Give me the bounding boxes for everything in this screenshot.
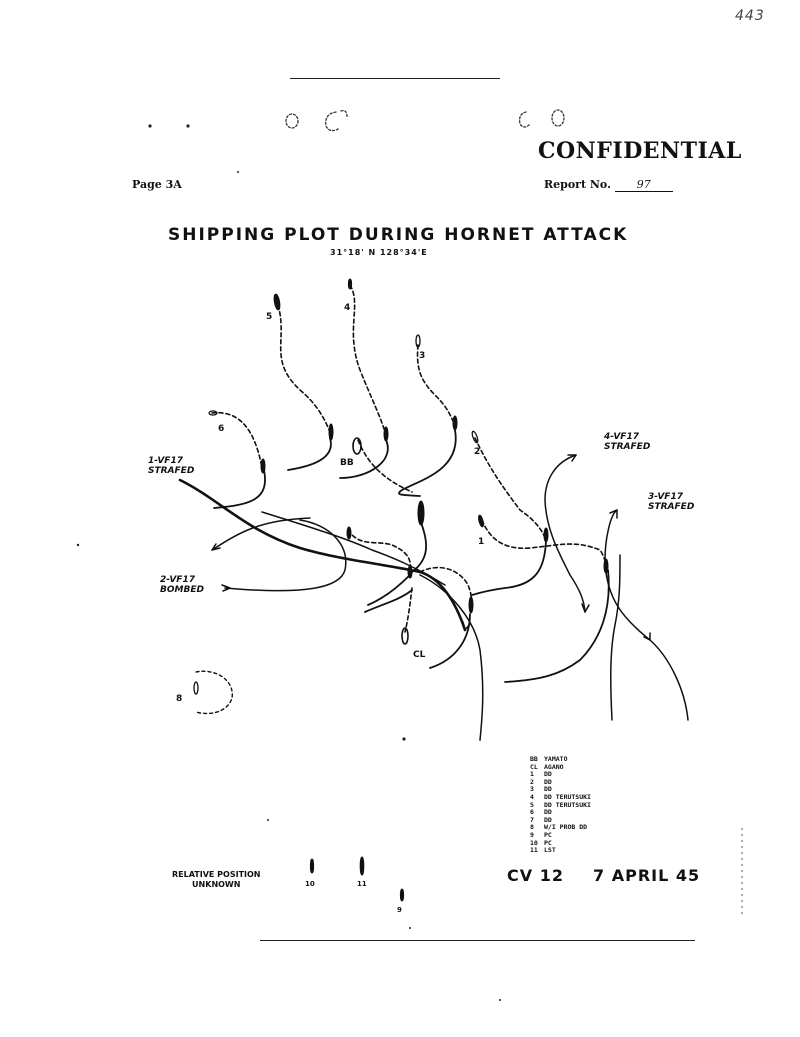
attack-label-3-vf17 [648, 492, 694, 512]
legend-row [530, 764, 591, 772]
legend-key: BB [530, 755, 538, 763]
legend-row [530, 802, 591, 810]
ship-1-marker [478, 515, 485, 528]
legend-key: CL [530, 762, 538, 771]
speck [148, 124, 151, 127]
bottom-rule [260, 940, 695, 941]
vessel-designation: CV 12 [507, 866, 564, 885]
attack-label-3-line1: 3-VF17 [648, 492, 683, 502]
legend-value: YAMATO [544, 755, 568, 763]
arrow-heads [212, 455, 650, 740]
ship-tracks-dashed [212, 285, 606, 632]
legend-key: 8 [530, 823, 534, 832]
stamp-marks [286, 110, 564, 131]
ship-label-5: 5 [266, 312, 273, 322]
ship-4-marker [348, 279, 351, 289]
page-label: Page 3A [132, 178, 182, 191]
track-mark-i [408, 566, 412, 578]
ship-11-marker [360, 857, 364, 875]
attack-label-3-line2: STRAFED [648, 502, 695, 512]
track-mark-j [469, 597, 473, 613]
track-mark-f [544, 528, 548, 542]
ship-label-8: 8 [176, 694, 183, 704]
legend-row [530, 847, 591, 855]
legend-row [530, 840, 591, 848]
legend-row [530, 779, 591, 787]
ship-8-track [196, 671, 232, 713]
track-mark-b [384, 427, 388, 441]
speck [402, 737, 405, 740]
legend-value: PC [544, 830, 552, 839]
speck [267, 819, 269, 821]
track-mark-g [604, 559, 608, 573]
legend-key: 5 [530, 800, 534, 809]
legend-key: 3 [530, 785, 534, 794]
speck [409, 927, 411, 929]
report-date: 7 APRIL 45 [593, 866, 701, 885]
legend-key: 11 [530, 846, 538, 855]
attack-label-1-line1: 1-VF17 [148, 456, 183, 466]
ship-5-marker [273, 294, 281, 311]
ship-label-1: 1 [478, 537, 485, 547]
legend-key: 4 [530, 792, 534, 801]
confidential-stamp: CONFIDENTIAL [538, 138, 742, 164]
attack-label-1-line2: STRAFED [148, 466, 195, 476]
ship-label-6: 6 [218, 424, 225, 434]
coordinates: 31°18' N 128°34'E [330, 248, 428, 257]
speck [186, 124, 189, 127]
legend-value: AGANO [544, 762, 564, 771]
legend-value: PC [544, 838, 552, 847]
attack-label-4-line2: STRAFED [604, 442, 651, 452]
track-mark-a [329, 424, 333, 440]
legend-row [530, 824, 591, 832]
ship-label-bb: BB [340, 458, 354, 468]
corner-mark: 443 [735, 8, 765, 24]
attack-label-4-vf17 [604, 432, 650, 452]
report-number-value: 97 [615, 178, 673, 192]
ship-10-marker [310, 859, 313, 873]
legend-row [530, 832, 591, 840]
track-mark-d [261, 459, 265, 473]
legend-key: 1 [530, 770, 534, 779]
ship-8-marker [194, 682, 198, 694]
legend-value: DD [544, 777, 552, 786]
relative-position-line2: UNKNOWN [192, 880, 241, 889]
report-label: Report No. [544, 178, 611, 191]
track-mark-h [347, 527, 351, 539]
ship-2-marker [471, 431, 479, 444]
legend-key: 7 [530, 815, 534, 824]
legend-value: DD TERUTSUKI [544, 800, 591, 809]
ship-label-cl: CL [413, 650, 426, 660]
relative-position-note [172, 870, 261, 890]
speck [77, 544, 79, 546]
attack-label-2-line1: 2-VF17 [160, 575, 195, 585]
legend-key: 2 [530, 777, 534, 786]
speck [237, 171, 239, 173]
legend-value: LST [544, 846, 556, 855]
legend-value: DD [544, 770, 552, 779]
speck [499, 999, 501, 1001]
legend-value: DD [544, 785, 552, 794]
legend-value: DD TERUTSUKI [544, 792, 591, 801]
legend-value: DD [544, 815, 552, 824]
page-title: SHIPPING PLOT DURING HORNET ATTACK [168, 225, 629, 245]
legend-row [530, 771, 591, 779]
attack-label-1-vf17 [148, 456, 194, 476]
relative-position-line1: RELATIVE POSITION [172, 870, 261, 879]
ship-label-3: 3 [419, 351, 426, 361]
attack-label-4-line1: 4-VF17 [604, 432, 639, 442]
legend-key: 10 [530, 838, 538, 847]
legend-row [530, 809, 591, 817]
ship-label-9: 9 [397, 906, 402, 914]
track-mark-c [453, 416, 457, 430]
legend-key: 6 [530, 808, 534, 817]
track-mark-e [418, 501, 424, 525]
legend-key: 9 [530, 830, 534, 839]
attack-label-2-vf17 [160, 575, 204, 595]
ship-9-marker [400, 889, 403, 901]
ship-legend [530, 756, 591, 855]
ship-label-10: 10 [305, 880, 315, 888]
ship-tracks-solid [214, 430, 609, 682]
legend-value: DD [544, 808, 552, 817]
ship-label-2: 2 [474, 447, 481, 457]
ship-label-11: 11 [357, 880, 367, 888]
ship-bb-marker [353, 438, 361, 454]
attack-label-2-line2: BOMBED [160, 585, 204, 595]
legend-value: W/I PROB DD [544, 823, 588, 832]
ship-label-4: 4 [344, 303, 351, 313]
